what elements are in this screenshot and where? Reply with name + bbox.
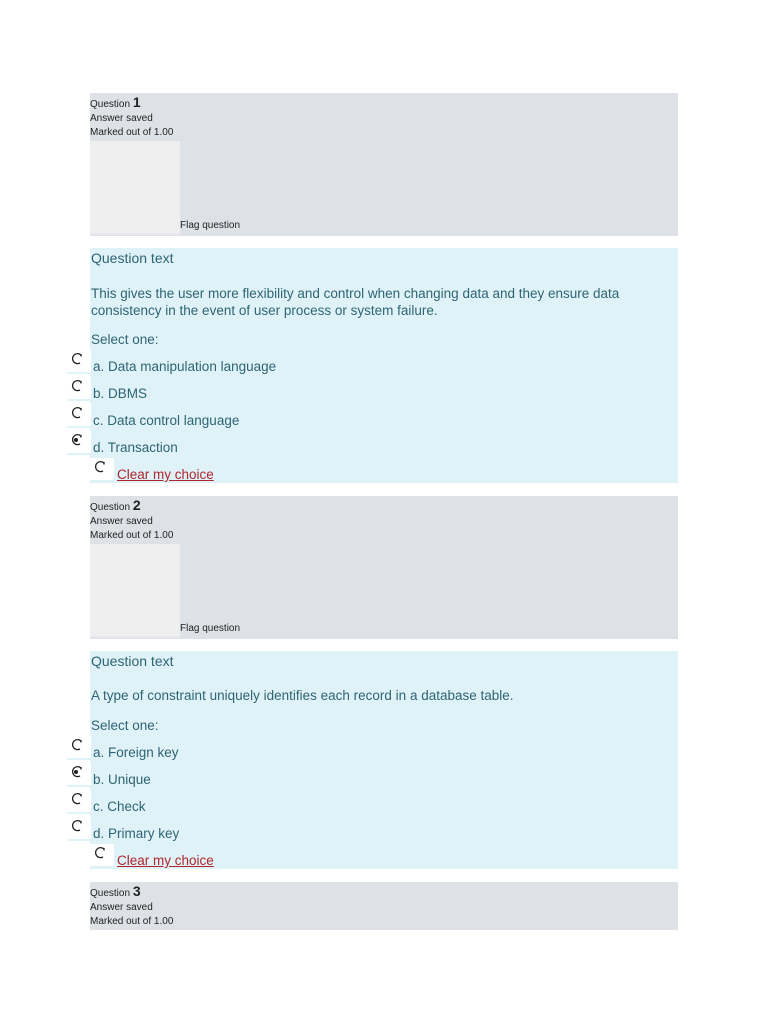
flag-question-link[interactable]: Flag question (180, 623, 241, 634)
clear-choice-radio[interactable] (90, 458, 114, 480)
question-text-header: Question text (91, 250, 174, 266)
answer-state: Answer saved (90, 902, 153, 913)
clear-my-choice-link[interactable]: Clear my choice (117, 853, 214, 868)
question-2-info (90, 496, 678, 639)
question-3-info (90, 882, 678, 930)
radio-selected-icon (69, 765, 83, 779)
option-label[interactable]: d. Primary key (93, 826, 180, 841)
question-1-content (90, 248, 678, 483)
answer-state: Answer saved (90, 516, 153, 527)
select-one-label: Select one: (91, 332, 159, 347)
radio-selected-icon (69, 433, 83, 447)
question-1-info (90, 93, 678, 236)
flag-area (90, 544, 180, 638)
question-number: Question 3 (90, 883, 141, 899)
option-d-radio[interactable] (67, 431, 91, 455)
radio-icon (69, 819, 83, 833)
question-text: This gives the user more flexibility and control when changing data and they ensure data consistency in the event of user process or system failure. (91, 286, 620, 318)
option-label[interactable]: d. Transaction (93, 440, 178, 455)
question-grade: Marked out of 1.00 (90, 127, 174, 138)
radio-icon (92, 460, 106, 474)
option-a-radio[interactable] (67, 350, 91, 374)
option-label[interactable]: c. Data control language (93, 413, 240, 428)
question-2-content (90, 651, 678, 869)
question-text-header: Question text (91, 653, 174, 669)
option-b-radio[interactable] (67, 377, 91, 401)
radio-icon (92, 846, 106, 860)
radio-icon (69, 738, 83, 752)
clear-choice-radio[interactable] (90, 844, 114, 866)
question-number: Question 2 (90, 497, 141, 513)
flag-area (90, 141, 180, 235)
option-c-radio[interactable] (67, 404, 91, 428)
option-a-radio[interactable] (67, 736, 91, 760)
option-c-radio[interactable] (67, 790, 91, 814)
question-text: A type of constraint uniquely identifies each record in a database table. (91, 688, 514, 703)
option-label[interactable]: c. Check (93, 799, 146, 814)
answer-state: Answer saved (90, 113, 153, 124)
select-one-label: Select one: (91, 718, 159, 733)
option-label[interactable]: a. Data manipulation language (93, 359, 277, 374)
option-b-radio[interactable] (67, 763, 91, 787)
question-grade: Marked out of 1.00 (90, 916, 174, 927)
radio-icon (69, 379, 83, 393)
clear-my-choice-link[interactable]: Clear my choice (117, 467, 214, 482)
option-label[interactable]: a. Foreign key (93, 745, 179, 760)
option-label[interactable]: b. DBMS (93, 386, 148, 401)
radio-icon (69, 406, 83, 420)
option-d-radio[interactable] (67, 817, 91, 841)
radio-icon (69, 352, 83, 366)
flag-question-link[interactable]: Flag question (180, 220, 241, 231)
option-label[interactable]: b. Unique (93, 772, 151, 787)
question-number: Question 1 (90, 94, 141, 110)
question-grade: Marked out of 1.00 (90, 530, 174, 541)
radio-icon (69, 792, 83, 806)
